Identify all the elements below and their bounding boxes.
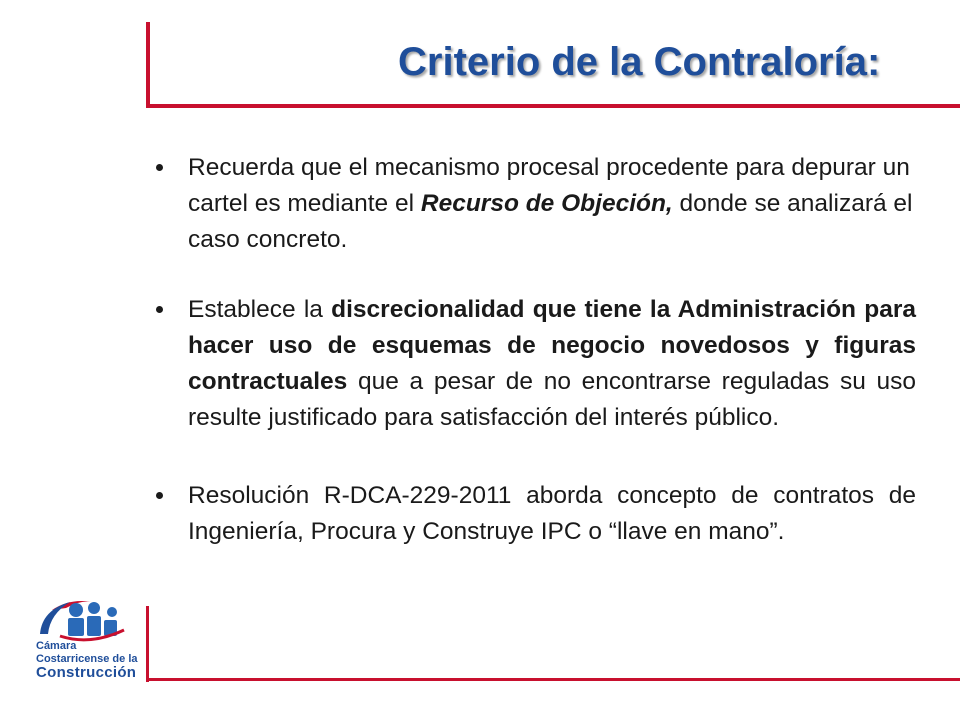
bullet-dot xyxy=(156,492,163,499)
bullet-1-part-1: Recuerda que el mecanismo procesal procedente para depurar un cartel es mediante el xyxy=(188,154,910,217)
logo-text xyxy=(36,640,138,679)
bullet-text xyxy=(188,296,916,431)
slide-title: Criterio de la Contraloría: xyxy=(398,40,881,84)
bullet-dot xyxy=(156,306,163,313)
bullet-item-2 xyxy=(150,292,916,436)
logo-line-2: Costarricense de la xyxy=(36,653,138,665)
bottom-frame-vertical-line xyxy=(146,606,149,682)
bullet-item-1 xyxy=(150,150,916,258)
bullet-list xyxy=(150,150,916,550)
bullet-text xyxy=(188,150,916,258)
bottom-frame-horizontal-line xyxy=(146,678,960,681)
bullet-1-part-2: Recurso de Objeción, xyxy=(420,190,673,217)
bullet-2-part-2: discrecionalidad que tiene la Administración para hacer uso de esquemas de negocio novedosos y figuras contractuales xyxy=(188,296,916,395)
bullet-2-part-3: que a pesar de no encontrarse reguladas su uso resulte justificado para satisfacción del interés público. xyxy=(188,368,916,431)
top-frame-vertical-line xyxy=(146,22,150,108)
bullet-dot xyxy=(156,164,163,171)
logo-line-3: Construcción xyxy=(36,664,137,681)
bullet-text xyxy=(188,482,916,545)
bullet-2-part-1: Establece la xyxy=(188,296,332,323)
bullet-1-part-3: donde se analizará el caso concreto. xyxy=(188,190,913,253)
top-frame-horizontal-line xyxy=(146,104,960,108)
logo-line-1: Cámara xyxy=(36,640,77,652)
bullet-3-part-1: Resolución R-DCA-229-2011 aborda concepto de contratos de Ingeniería, Procura y Construye IPC o “llave en mano”. xyxy=(188,482,916,545)
bullet-item-3 xyxy=(150,478,916,550)
